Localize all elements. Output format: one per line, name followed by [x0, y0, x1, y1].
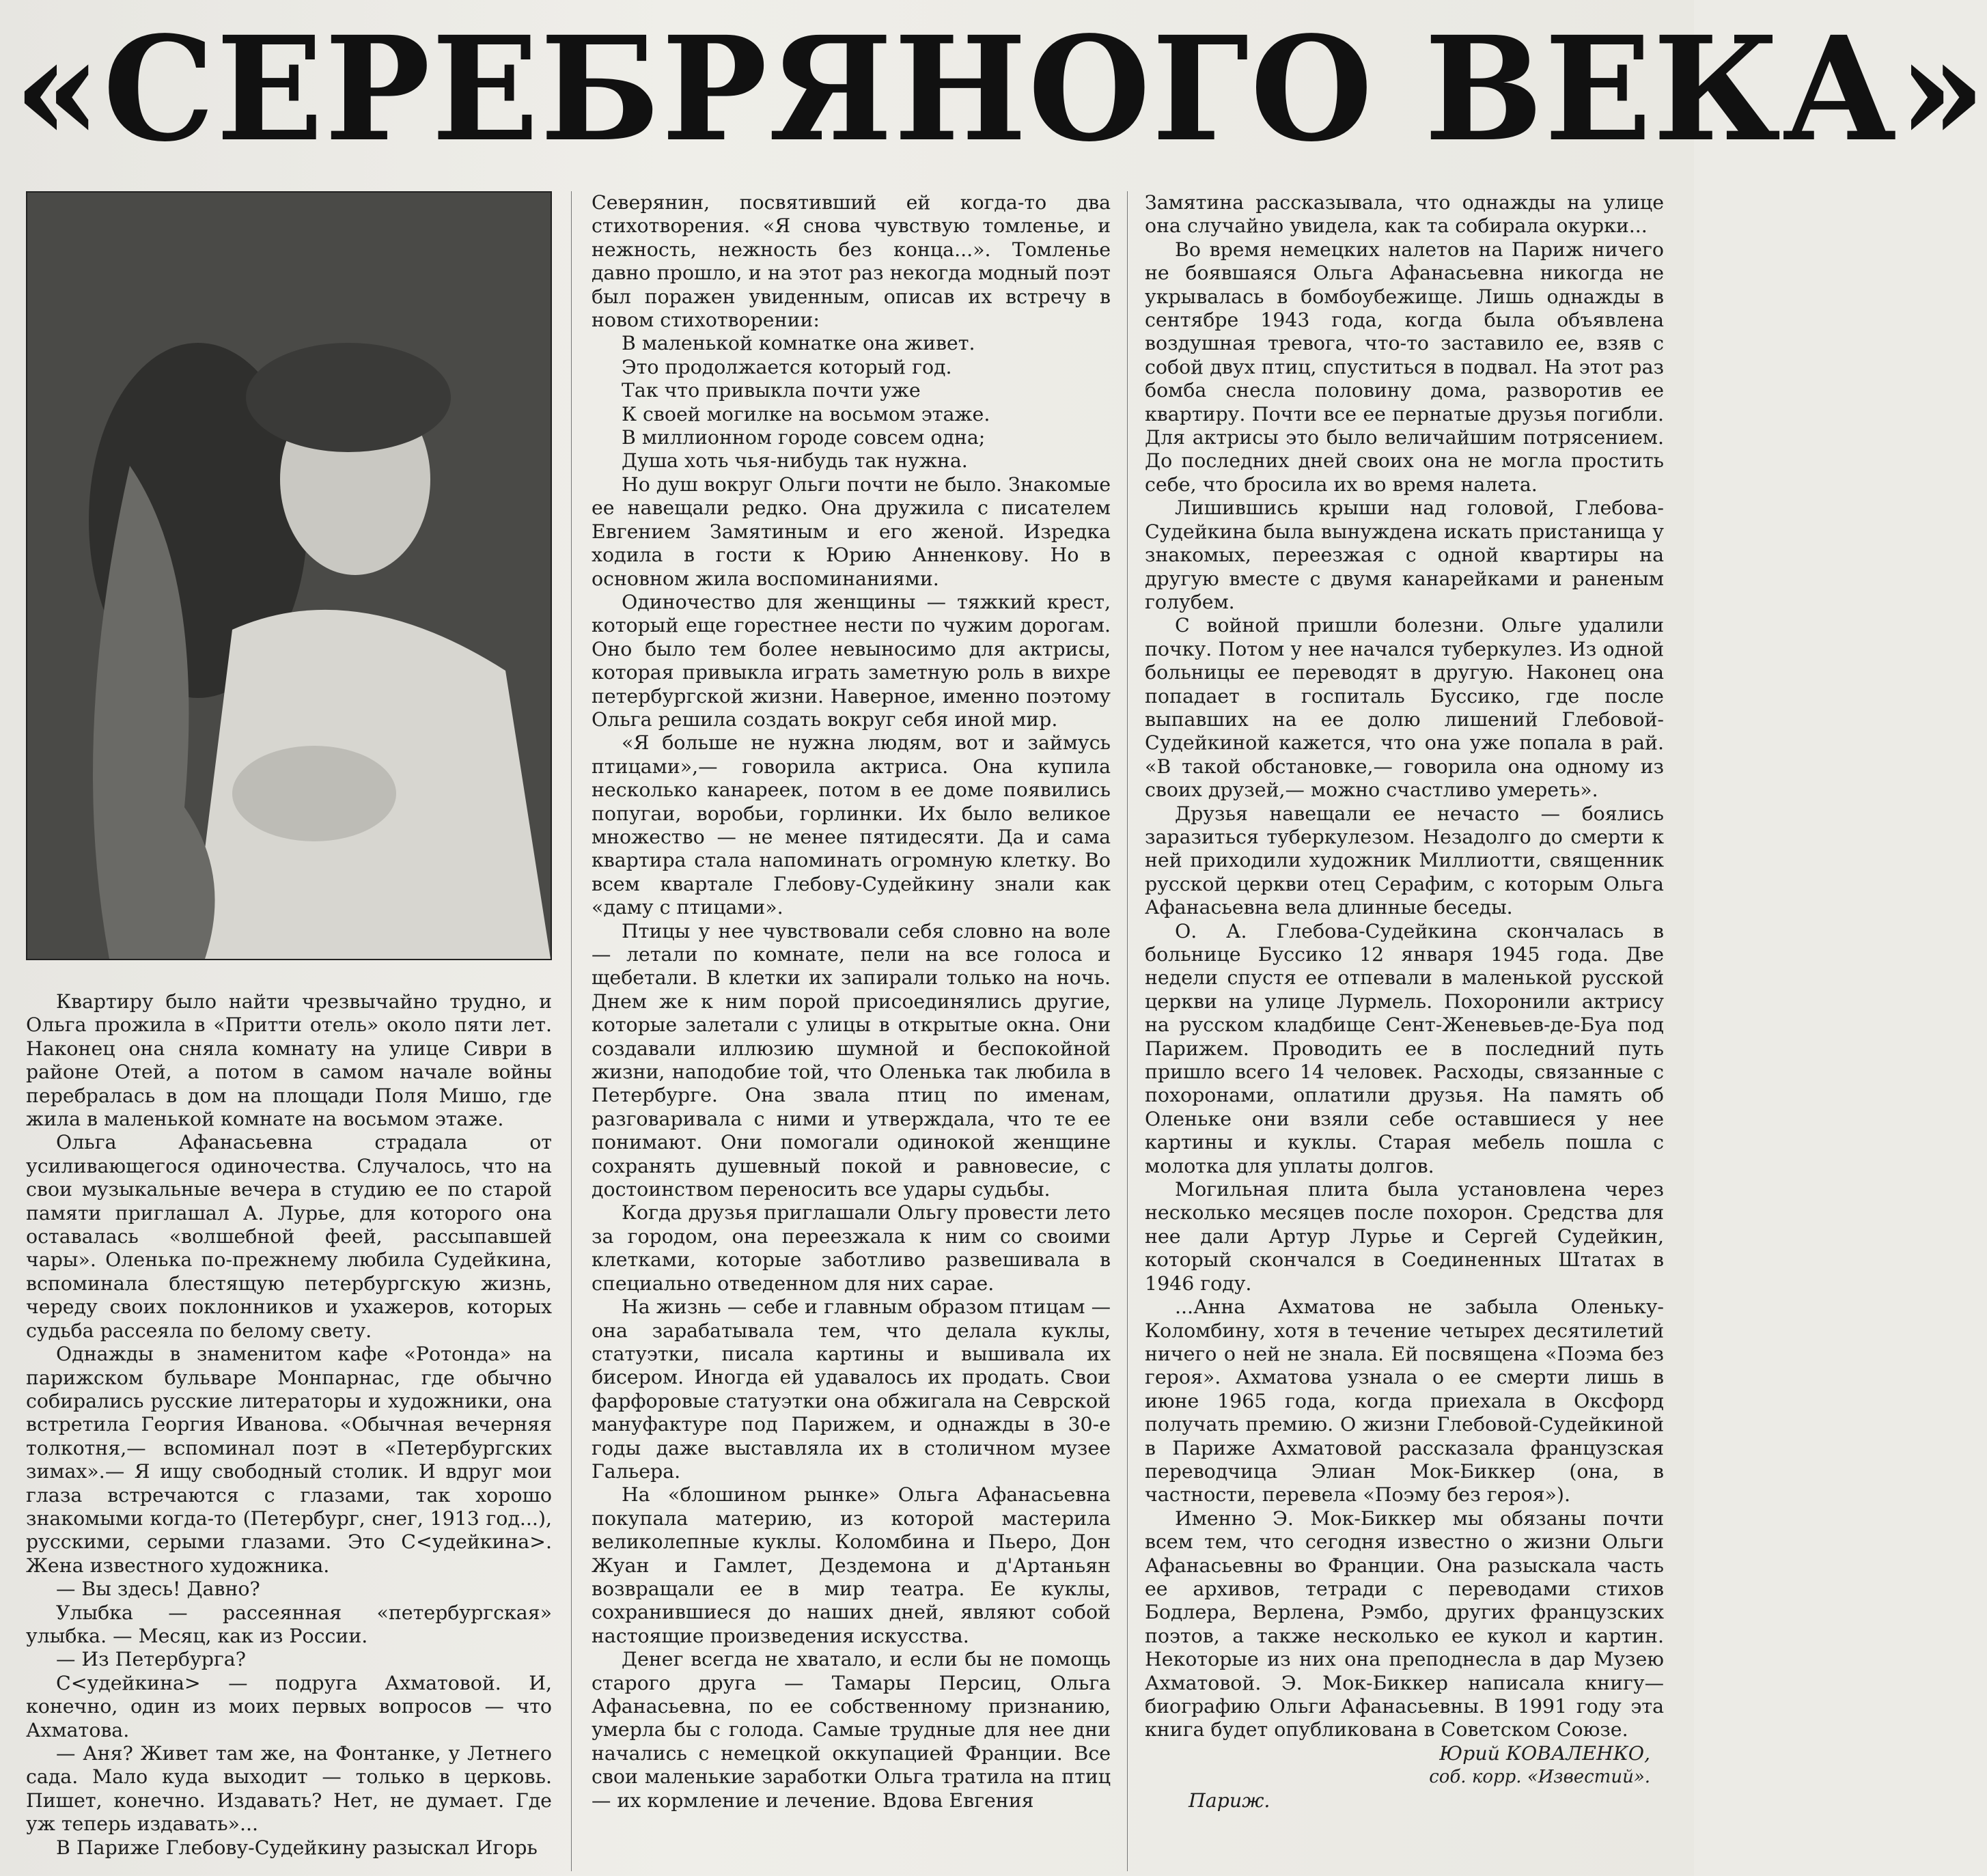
paragraph: На «блошином рынке» Ольга Афанасьевна покупала материю, из которой мастерила великолепные куклы. Коломбина и Пьеро, Дон Жуан и Гамлет, Дездемона и д'Артаньян возвращали ее в мир театра. Ее куклы, сохранившиеся до наших дней, являют собой настоящие произведения искусства. — [592, 1483, 1111, 1647]
portrait-photo — [26, 191, 552, 960]
poem-line: Душа хоть чья-нибудь так нужна. — [622, 449, 968, 473]
paragraph: — Из Петербурга? — [56, 1648, 246, 1671]
poem-line: В миллионном городе совсем одна; — [622, 426, 986, 449]
author-title: соб. корр. «Известий». — [1429, 1767, 1650, 1788]
paragraph: «Я больше не нужна людям, вот и займусь птицами»,— говорила актриса. Она купила несколько канареек, потом в ее доме появились попугаи, воробьи, горлинки. Их было великое множество — не менее пятидесяти. Да и сама квартира стала напоминать огромную клетку. Во всем квартале Глебову-Судейкину знали как «даму с птицами». — [592, 731, 1111, 919]
column-divider — [1127, 191, 1128, 1871]
paragraph: — Вы здесь! Давно? — [56, 1578, 260, 1601]
paragraph: Улыбка — рассеянная «петербургская» улыбка. — Месяц, как из России. — [26, 1601, 552, 1647]
column-divider — [571, 191, 572, 1871]
dateline-city: Париж. — [1189, 1789, 1270, 1812]
paragraph: — Аня? Живет там же, на Фонтанке, у Летнего сада. Мало куда выходит — только в церковь. Пишет, конечно. Издавать? Нет, не думает. Где уж теперь издавать»... — [26, 1742, 552, 1836]
paragraph: Ольга Афанасьевна страдала от усиливающегося одиночества. Случалось, что на свои музыкальные вечера в студию ее по старой памяти приглашал А. Лурье, для которого она оставалась «волшебной феей, рассыпавшей чары». Оленька по-прежнему любила Судейкина, вспоминала блестящую петербургскую жизнь, череду своих поклонников и ухажеров, которых судьба рассеяла по белому свету. — [26, 1131, 552, 1342]
paragraph: В Париже Глебову-Судейкину разыскал Игорь — [56, 1836, 538, 1859]
paragraph: ...Анна Ахматова не забыла Оленьку-Коломбину, хотя в течение четырех десятилетий ничего о ней не знала. Ей посвящена «Поэма без героя». Ахматова узнала о ее смерти лишь в июне 1965 года, когда приехала в Оксфорд получать премию. О жизни Глебовой-Судейкиной в Париже Ахматовой рассказала французская переводчица Элиан Мок-Биккер (она, в частности, перевела «Поэму без героя»). — [1145, 1296, 1664, 1507]
paragraph: С<удейкина> — подруга Ахматовой. И, конечно, один из моих первых вопросов — что Ахматова. — [26, 1671, 552, 1741]
paragraph: Замятина рассказывала, что однажды на улице она случайно увидела, как та собирала окурки... — [1145, 191, 1664, 238]
poem-line: Так что привыкла почти уже — [622, 379, 921, 402]
article-column-2 — [592, 191, 1111, 1871]
paragraph: Но душ вокруг Ольги почти не было. Знакомые ее навещали редко. Она дружила с писателем Евгением Замятиным и его женой. Изредка ходила в гости к Юрию Анненкову. Но в основном жила воспоминаниями. — [592, 473, 1111, 590]
poem-line: К своей могилке на восьмом этаже. — [622, 402, 990, 425]
paragraph: Друзья навещали ее нечасто — боялись заразиться туберкулезом. Незадолго до смерти к ней приходили художник Миллиотти, священник русской церкви отец Серафим, с которым Ольга Афанасьевна вела длинные беседы. — [1145, 802, 1664, 919]
paragraph: С войной пришли болезни. Ольге удалили почку. Потом у нее начался туберкулез. Из одной больницы ее переводят в другую. Наконец она попадает в госпиталь Буссико, где после выпавших на ее долю лишений Глебовой-Судейкиной кажется, что она уже попала в рай. «В такой обстановке,— говорила она одному из своих друзей,— можно счастливо умереть». — [1145, 614, 1664, 802]
paragraph: Северянин, посвятивший ей когда-то два стихотворения. «Я снова чувствую томленье, и нежность, нежность без конца...». Томленье давно прошло, и на этот раз некогда модный поэт был поражен увиденным, описав их встречу в новом стихотворении: — [592, 191, 1111, 332]
paragraph: Лишившись крыши над головой, Глебова-Судейкина была вынуждена искать пристанища у знакомых, переезжая с одной квартиры на другую вместе с двумя канарейками и раненым голубем. — [1145, 496, 1664, 613]
poem-line: В маленькой комнатке она живет. — [622, 332, 975, 355]
paragraph: Когда друзья приглашали Ольгу провести лето за городом, она переезжала к ним со своими клетками, которые заботливо развешивала в специально отведенном для них сарае. — [592, 1201, 1111, 1295]
paragraph: Во время немецких налетов на Париж ничего не боявшаяся Ольга Афанасьевна никогда не укрывалась в бомбоубежище. Лишь однажды в сентябре 1943 года, когда была объявлена воздушная тревога, что-то заставило ее, взяв с собой двух птиц, спуститься в подвал. На этот раз бомба снесла половину дома, разворотив ее квартиру. Почти все ее пернатые друзья погибли. Для актрисы это было величайшим потрясением. До последних дней своих она не могла простить себе, что бросила их во время налета. — [1145, 238, 1664, 496]
paragraph: Птицы у нее чувствовали себя словно на воле — летали по комнате, пели на все голоса и щебетали. В клетки их запирали только на ночь. Днем же к ним порой присоединялись другие, которые залетали с улицы в открытые окна. Они создавали иллюзию шумной и беспокойной жизни, наподобие той, что Оленька так любила в Петербурге. Она звала птиц по именам, разговаривала с ними и утверждала, что те ее понимают. Они помогали одинокой женщине сохранять душевный покой и равновесие, с достоинством переносить все удары судьбы. — [592, 919, 1111, 1201]
paragraph: О. А. Глебова-Судейкина скончалась в больнице Буссико 12 января 1945 года. Две недели спустя ее отпевали в маленькой русской церкви на улице Лурмель. Похоронили актрису на русском кладбище Сент-Женевьев-де-Буа под Парижем. Проводить ее в последний путь пришло всего 14 человек. Расходы, связанные с похоронами, оплатили друзья. На память об Оленьке они взяли себе оставшиеся у нее картины и куклы. Старая мебель пошла с молотка для уплаты долгов. — [1145, 919, 1664, 1177]
article-column-1 — [26, 990, 552, 1871]
paragraph: Именно Э. Мок-Биккер мы обязаны почти всем тем, что сегодня известно о жизни Ольги Афанасьевны во Франции. Она разыскала часть ее архивов, тетради с переводами стихов Бодлера, Верлена, Рэмбо, других французских поэтов, а также несколько ее кукол и картин. Некоторые из них она преподнесла в дар Музею Ахматовой. Э. Мок-Биккер написала книгу—биографию Ольги Афанасьевны. В 1991 году эта книга будет опубликована в Советском Союзе. — [1145, 1507, 1664, 1741]
portrait-photo-icon — [27, 193, 551, 959]
paragraph: Денег всегда не хватало, и если бы не помощь старого друга — Тамары Персиц, Ольга Афанасьевна, по ее собственному признанию, умерла бы с голода. Самые трудные для нее дни начались с немецкой оккупацией Франции. Все свои маленькие заработки Ольга тратила на птиц — их кормление и лечение. Вдова Евгения — [592, 1648, 1111, 1812]
paragraph: Могильная плита была установлена через несколько месяцев после похорон. Средства для нее дали Артур Лурье и Сергей Судейкин, который скончался в Соединенных Штатах в 1946 году. — [1145, 1178, 1664, 1295]
article-column-3 — [1145, 191, 1664, 1871]
headline: «СЕРЕБРЯНОГО ВЕКА» — [14, 5, 1987, 173]
author-signature: Юрий КОВАЛЕНКО, — [1439, 1741, 1650, 1765]
paragraph: Одиночество для женщины — тяжкий крест, который еще горестнее нести по чужим дорогам. Оно было тем более невыносимо для актрисы, которая привыкла играть заметную роль в вихре петербургской жизни. Наверное, именно поэтому Ольга решила создать вокруг себя иной мир. — [592, 590, 1111, 731]
poem-line: Это продолжается который год. — [622, 355, 952, 378]
paragraph: Однажды в знаменитом кафе «Ротонда» на парижском бульваре Монпарнас, где обычно собирались русские литераторы и художники, она встретила Георгия Иванова. «Обычная вечерняя толкотня,— вспоминал поэт в «Петербургских зимах».— Я ищу свободный столик. И вдруг мои глаза встречаются с глазами, так хорошо знакомыми когда-то (Петербург, снег, 1913 год...), русскими, серыми глазами. Это С<удейкина>. Жена известного художника. — [26, 1343, 552, 1577]
paragraph: На жизнь — себе и главным образом птицам — она зарабатывала тем, что делала куклы, статуэтки, писала картины и вышивала их бисером. Иногда ей удавалось их продать. Свои фарфоровые статуэтки она обжигала на Севрской мануфактуре под Парижем, и однажды в 30-е годы даже выставляла их в столичном музее Гальера. — [592, 1296, 1111, 1483]
paragraph: Квартиру было найти чрезвычайно трудно, и Ольга прожила в «Притти отель» около пяти лет. Наконец она сняла комнату на улице Сиври в районе Отей, а потом в самом начале войны перебралась в дом на площади Поля Мишо, где жила в маленькой комнате на восьмом этаже. — [26, 990, 552, 1131]
